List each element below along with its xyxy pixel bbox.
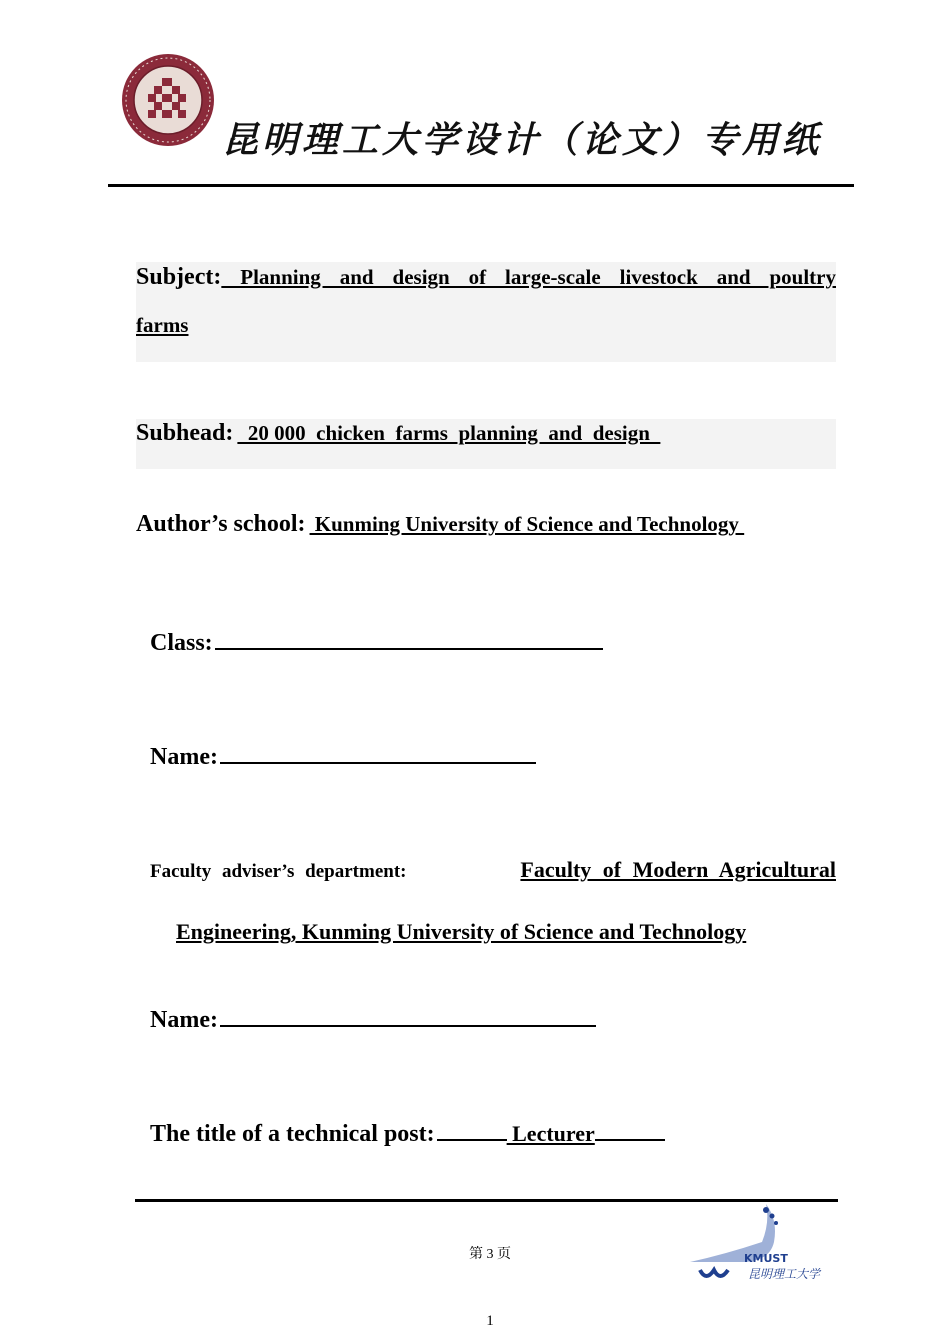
logo-dot-shape (763, 1207, 769, 1213)
adviser-name-field (150, 1007, 596, 1034)
student-name-label: Name: (150, 744, 218, 770)
adviser-name-label: Name: (150, 1007, 218, 1033)
subject-value-line1: Planning and design of large-scale livestock and poultry (221, 265, 836, 289)
technical-post-value: Lecturer (506, 1121, 595, 1146)
subhead-field (136, 420, 660, 447)
logo-w-mark (700, 1270, 728, 1276)
header-divider (108, 184, 854, 187)
technical-post-label: The title of a technical post: (150, 1121, 435, 1147)
kmust-logo (686, 1202, 836, 1284)
school-field (136, 511, 744, 538)
class-blank (215, 646, 603, 650)
adviser-department-label: Faculty adviser’s department: (150, 861, 407, 882)
technical-post-field (150, 1121, 665, 1148)
page-number: 1 (486, 1313, 494, 1329)
university-seal-logo (120, 52, 216, 148)
adviser-department-continuation (176, 919, 746, 945)
adviser-department-field (150, 857, 836, 883)
school-value: Kunming University of Science and Technology (309, 512, 745, 536)
logo-kmust-text: KMUST (744, 1252, 788, 1265)
adviser-name-blank (220, 1023, 596, 1027)
page-label: 第 3 页 (469, 1247, 511, 1262)
adviser-department-value-line2: Engineering, Kunming University of Science and Technology (176, 919, 747, 944)
subhead-label: Subhead: (136, 420, 234, 446)
class-label: Class: (150, 630, 213, 656)
student-name-blank (220, 760, 536, 764)
adviser-department-value-line1: Faculty of Modern Agricultural (520, 857, 836, 882)
logo-dot-shape (770, 1214, 775, 1219)
subhead-value: 20 000 chicken farms planning and design (237, 421, 661, 445)
technical-post-blank-left (437, 1137, 507, 1141)
student-name-field (150, 744, 536, 771)
class-field (150, 630, 603, 657)
subject-label: Subject: (136, 264, 222, 290)
technical-post-blank-right (595, 1137, 665, 1141)
logo-chinese-text: 昆明理工大学 (748, 1267, 821, 1281)
subject-value-line2: farms (136, 313, 189, 337)
logo-dot-shape (774, 1221, 778, 1225)
subject-value-continuation (136, 313, 188, 338)
header-title: 昆明理工大学设计（论文）专用纸 (222, 119, 823, 161)
subject-field (136, 264, 836, 291)
school-label: Author’s school: (136, 511, 306, 537)
